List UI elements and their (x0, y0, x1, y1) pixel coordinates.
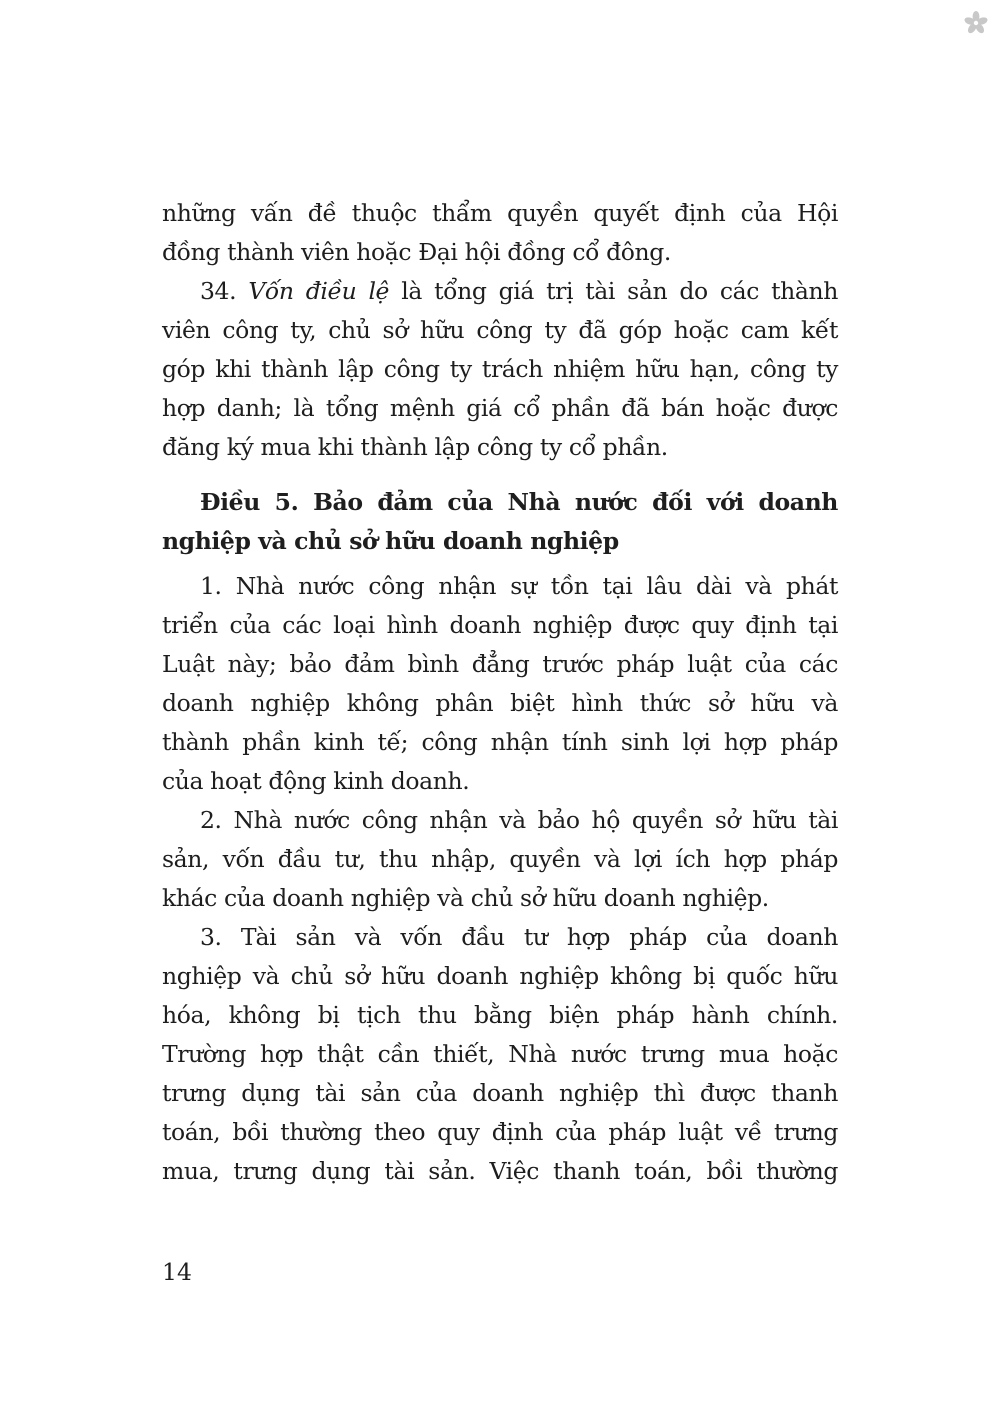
definition-text: là tổng giá trị tài sản do các thành (401, 277, 838, 305)
text-line: trưng dụng tài sản của doanh nghiệp thì được thanh (162, 1079, 838, 1107)
page-number: 14 (162, 1258, 192, 1286)
text-line: viên công ty, chủ sở hữu công ty đã góp hoặc cam kết (162, 316, 838, 344)
text-line: triển của các loại hình doanh nghiệp được quy định tại (162, 611, 838, 639)
text-line: của hoạt động kinh doanh. (162, 767, 470, 795)
article-heading-line: Điều 5. Bảo đảm của Nhà nước đối với doanh (200, 488, 838, 516)
text-line: 1. Nhà nước công nhận sự tồn tại lâu dài và phát (200, 572, 838, 600)
clause-3 (162, 918, 838, 1191)
definition-term: Vốn điều lệ (248, 277, 390, 305)
definition-number: 34. (200, 277, 237, 305)
text-line: sản, vốn đầu tư, thu nhập, quyền và lợi ích hợp pháp (162, 845, 838, 873)
section-gap (162, 467, 838, 483)
article-heading-line: nghiệp và chủ sở hữu doanh nghiệp (162, 527, 619, 555)
text-line: Trường hợp thật cần thiết, Nhà nước trưng mua hoặc (162, 1040, 838, 1068)
text-line: góp khi thành lập công ty trách nhiệm hữu hạn, công ty (162, 355, 838, 383)
text-line: Luật này; bảo đảm bình đẳng trước pháp luật của các (162, 650, 838, 678)
clause-1 (162, 567, 838, 801)
article-heading (162, 483, 838, 561)
definition-34 (162, 272, 838, 467)
flower-logo-icon (963, 10, 989, 36)
text-line: những vấn đề thuộc thẩm quyền quyết định của Hội (162, 199, 838, 227)
paragraph-continuation (162, 194, 838, 272)
definition-first-line (162, 272, 838, 311)
text-line: khác của doanh nghiệp và chủ sở hữu doanh nghiệp. (162, 884, 769, 912)
text-line: đăng ký mua khi thành lập công ty cổ phần. (162, 433, 668, 461)
text-line: 2. Nhà nước công nhận và bảo hộ quyền sở hữu tài (200, 806, 838, 834)
text-line: toán, bồi thường theo quy định của pháp luật về trưng (162, 1118, 838, 1146)
text-line: doanh nghiệp không phân biệt hình thức sở hữu và (162, 689, 838, 717)
text-line: hóa, không bị tịch thu bằng biện pháp hành chính. (162, 1001, 838, 1029)
text-line: 3. Tài sản và vốn đầu tư hợp pháp của doanh (200, 923, 838, 951)
clause-2 (162, 801, 838, 918)
text-line: hợp danh; là tổng mệnh giá cổ phần đã bán hoặc được (162, 394, 838, 422)
text-line: mua, trưng dụng tài sản. Việc thanh toán, bồi thường (162, 1157, 838, 1185)
text-line: thành phần kinh tế; công nhận tính sinh lợi hợp pháp (162, 728, 838, 756)
body-text (162, 194, 838, 1191)
text-line: nghiệp và chủ sở hữu doanh nghiệp không bị quốc hữu (162, 962, 838, 990)
text-line: đồng thành viên hoặc Đại hội đồng cổ đông. (162, 238, 671, 266)
